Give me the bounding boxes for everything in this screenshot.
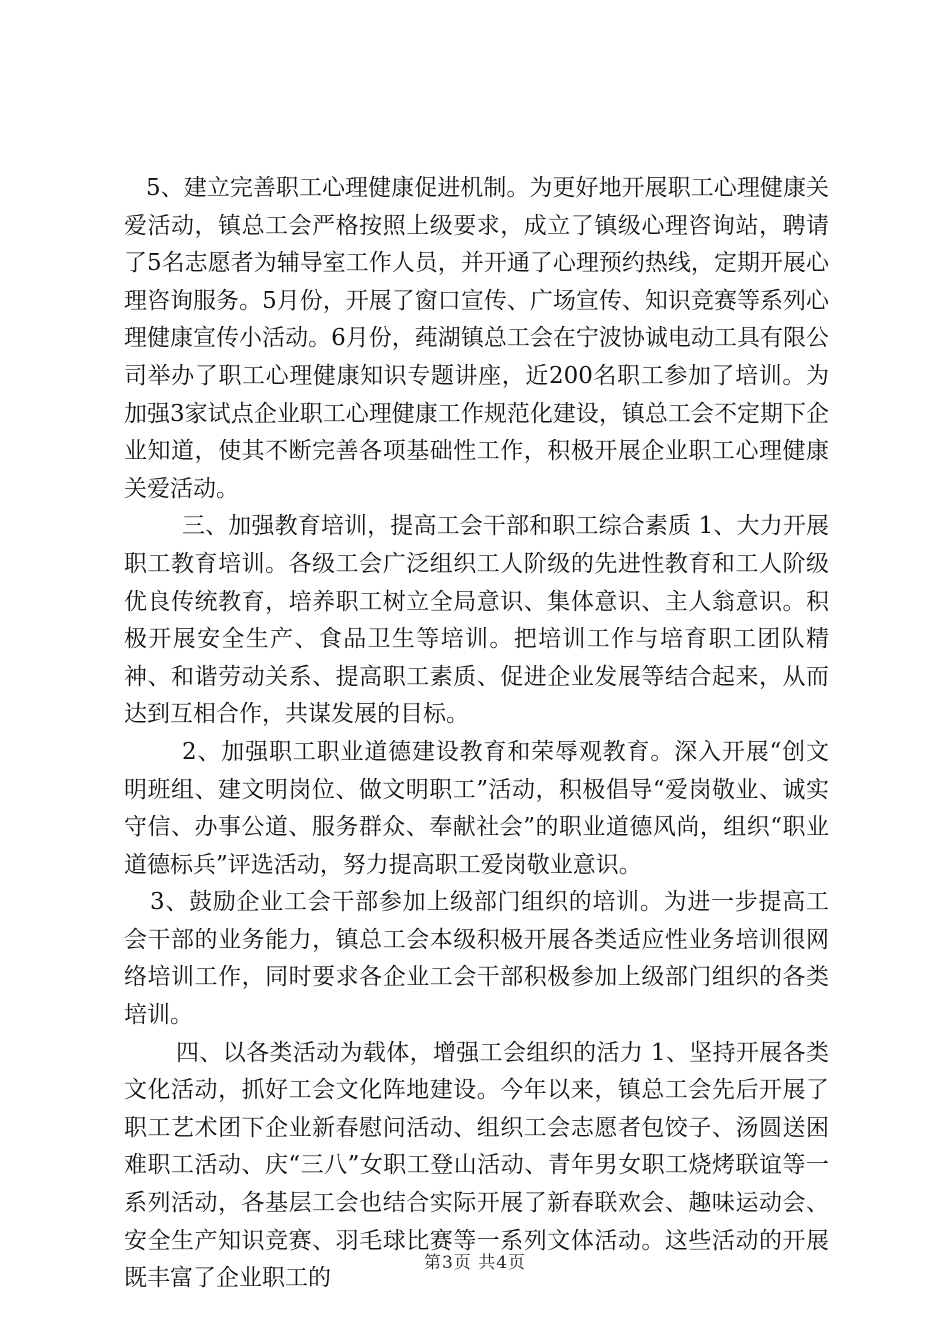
page-number-footer: 第3页 共4页 <box>423 1253 527 1273</box>
paragraph-psychological-health: 5、建立完善职工心理健康促进机制。为更好地开展职工心理健康关爱活动，镇总工会严格按照上级要求，成立了镇级心理咨询站，聘请了5名志愿者为辅导室工作人员，并开通了心理预约热线，定期开展心理咨询服务。5月份，开展了窗口宣传、广场宣传、知识竞赛等系列心理健康宣传小活动。6月份，莼湖镇总工会在宁波协诚电动工具有限公司举办了职工心理健康知识专题讲座，近200名职工参加了培训。为加强3家试点企业职工心理健康工作规范化建设，镇总工会不定期下企业知道，使其不断完善各项基础性工作，积极开展企业职工心理健康关爱活动。 <box>124 175 829 502</box>
paragraph-cadre-training: 3、鼓励企业工会干部参加上级部门组织的培训。为进一步提高工会干部的业务能力，镇总工会本级积极开展各类适应性业务培训很网络培训工作，同时要求各企业工会干部积极参加上级部门组织的各类培训。 <box>124 889 829 1029</box>
paragraph-education-training: 三、加强教育培训，提高工会干部和职工综合素质 1、大力开展职工教育培训。各级工会广泛组织工人阶级的先进性教育和工人阶级优良传统教育，培养职工树立全局意识、集体意识、主人翁意识。积极开展安全生产、食品卫生等培训。把培训工作与培育职工团队精神、和谐劳动关系、提高职工素质、促进企业发展等结合起来，从而达到互相合作，共谋发展的目标。 <box>124 513 829 728</box>
paragraph-cultural-activities: 四、以各类活动为载体，增强工会组织的活力 1、坚持开展各类文化活动，抓好工会文化阵地建设。今年以来，镇总工会先后开展了职工艺术团下企业新春慰问活动、组织工会志愿者包饺子、汤圆送困难职工活动、庆“三八”女职工登山活动、青年男女职工烧烤联谊等一系列活动，各基层工会也结合实际开展了新春联欢会、趣味运动会、安全生产知识竞赛、羽毛球比赛等一系列文体活动。这些活动的开展既丰富了企业职工的 <box>124 1039 829 1292</box>
document-body <box>124 170 829 1298</box>
paragraph-professional-ethics: 2、加强职工职业道德建设教育和荣辱观教育。深入开展“创文明班组、建文明岗位、做文明职工”活动，积极倡导“爱岗敬业、诚实守信、办事公道、服务群众、奉献社会”的职业道德风尚，组织“职业道德标兵”评选活动，努力提高职工爱岗敬业意识。 <box>124 738 829 878</box>
